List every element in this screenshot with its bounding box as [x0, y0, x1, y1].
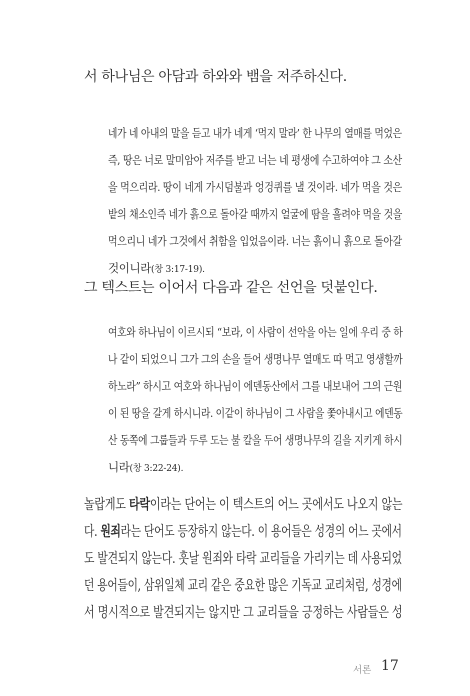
quote-text: 니라 [108, 460, 130, 474]
text-run: 다. [84, 524, 101, 540]
quote-line: 나 같이 되었으니 그가 그의 손을 들어 생명나무 열매도 따 먹고 영생할까 [108, 352, 403, 366]
quote-line [108, 459, 183, 475]
emphasized-term-original-sin: 원죄 [100, 524, 121, 540]
quote-text: 것이니라 [108, 261, 152, 275]
page-number: 17 [381, 658, 399, 674]
scripture-citation: (창 3:17-19). [151, 265, 205, 275]
quote-line: 산 동쪽에 그룹들과 두루 도는 불 칼을 두어 생명나무의 길을 지키게 하시 [108, 433, 403, 447]
running-footer-section: 서론 [353, 665, 372, 676]
body-text-line: 도 발견되지 않는다. 훗날 원죄와 타락 교리들을 가리키는 데 사용되었 [84, 551, 402, 567]
quote-line: 네가 네 아내의 말을 듣고 내가 네게 ‘먹지 말라’ 한 나무의 열매를 먹었은 [108, 126, 402, 140]
quote-line: 여호와 하나님이 이르시되 “보라, 이 사람이 선악을 아는 일에 우리 중 하 [108, 325, 403, 339]
body-text-line: 서 하나님은 아담과 하와와 뱀을 저주하신다. [84, 69, 347, 85]
quote-line: 을 먹으리라. 땅이 네게 가시덤불과 엉겅퀴를 낼 것이라. 네가 먹을 것은 [108, 180, 402, 194]
body-text-line: 서 명시적으로 발견되지는 않지만 그 교리들을 긍정하는 사람들은 성 [84, 605, 403, 621]
text-run: 이라는 단어는 이 텍스트의 어느 곳에서도 나오지 않는 [149, 497, 403, 513]
scripture-citation: (창 3:22-24). [129, 464, 184, 474]
quote-line: 먹으리니 네가 그것에서 취함을 입었음이라. 너는 흙이니 흙으로 돌아갈 [108, 234, 402, 248]
body-text-line: 그 텍스트는 이어서 다음과 같은 선언을 덧붙인다. [84, 280, 378, 296]
quote-line [108, 260, 205, 276]
text-run: 놀랍게도 [84, 497, 130, 513]
quote-line: 즉, 땅은 너로 말미암아 저주를 받고 너는 네 평생에 수고하여야 그 소산 [108, 153, 402, 167]
quote-line: 하노라” 하시고 여호와 하나님이 에덴동산에서 그를 내보내어 그의 근원 [108, 379, 403, 393]
body-text-line [84, 521, 402, 541]
quote-line: 이 된 땅을 갈게 하시니라. 이같이 하나님이 그 사람을 쫓아내시고 에덴동 [108, 406, 403, 420]
quote-line: 밭의 채소인즉 네가 흙으로 돌아갈 때까지 얼굴에 땀을 흘려야 먹을 것을 [108, 207, 403, 221]
body-text-line: 던 용어들이, 삼위일체 교리 같은 중요한 많은 기독교 교리처럼, 성경에 [84, 578, 402, 594]
text-run: 라는 단어도 등장하지 않는다. 이 용어들은 성경의 어느 곳에서 [120, 524, 402, 540]
emphasized-term-fall: 타락 [129, 497, 150, 513]
body-text-line [84, 494, 402, 514]
